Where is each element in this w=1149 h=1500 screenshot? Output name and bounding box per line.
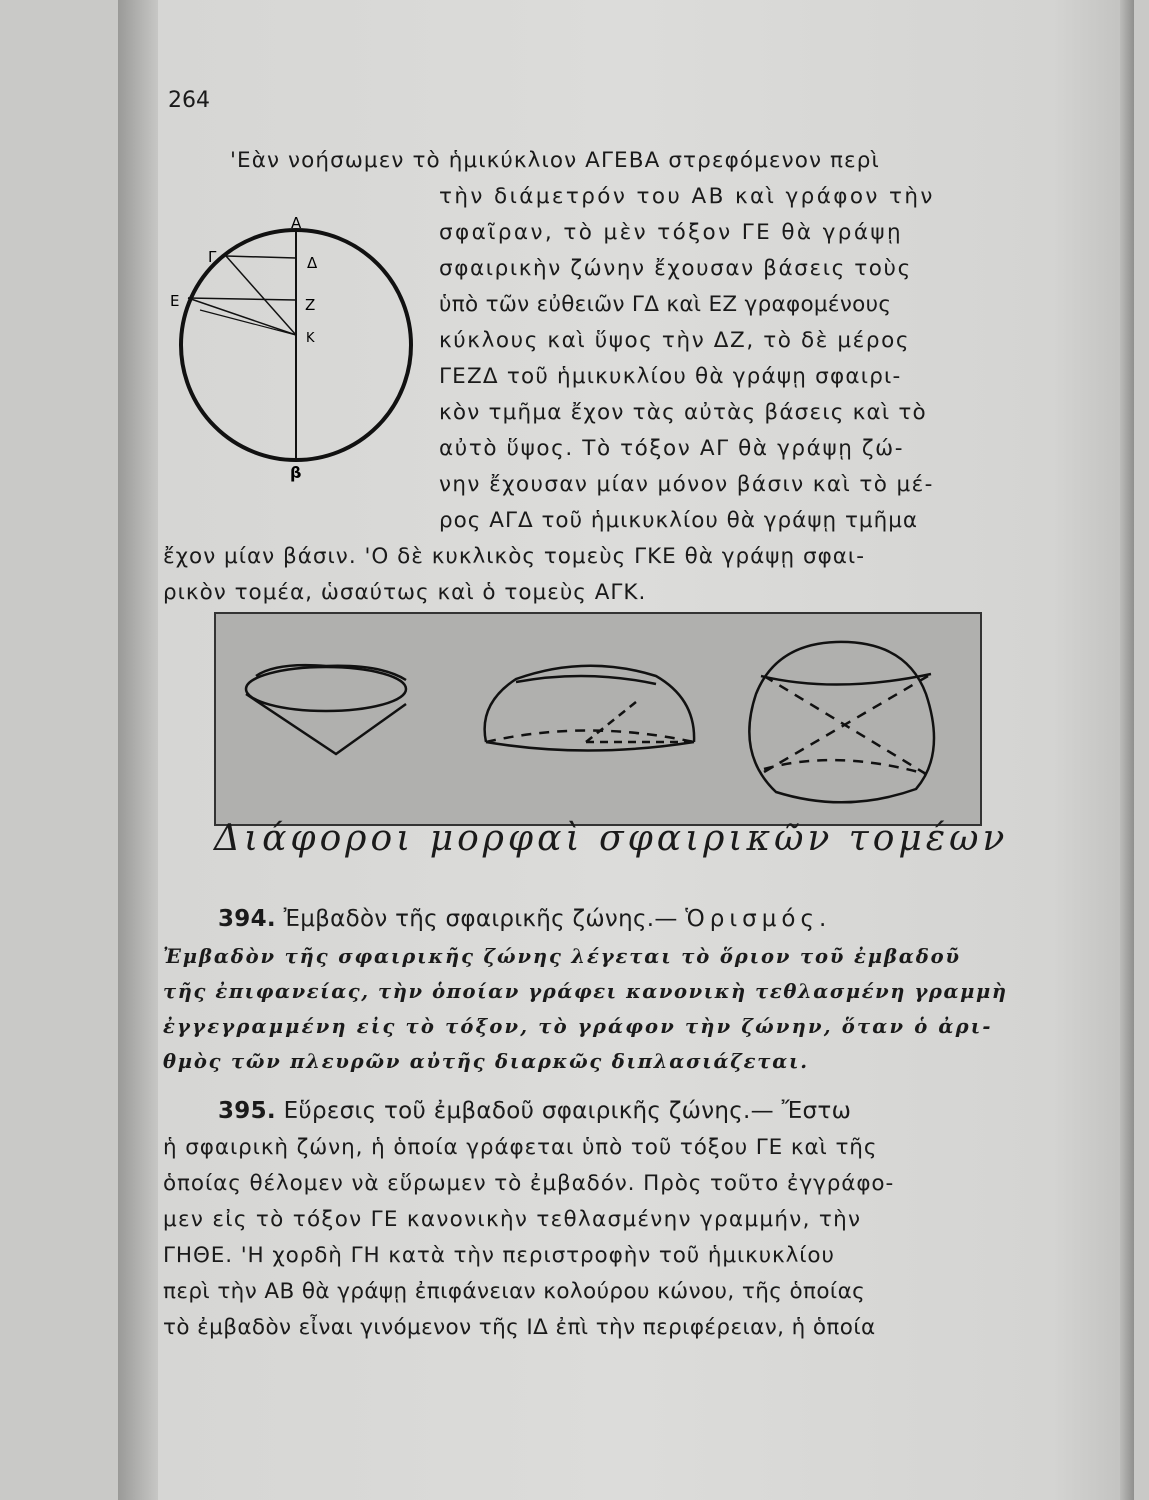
label-e: Ε — [170, 292, 180, 310]
intro-line-11: ρος ΑΓΔ τοῦ ἡμικυκλίου θὰ γράψῃ τμῆμα — [439, 508, 919, 533]
label-k: Κ — [306, 331, 315, 346]
definition-line-1: Ἐμβαδὸν τῆς σφαιρικῆς ζώνης λέγεται τὸ ὅριον τοῦ ἐμβαδοῦ — [163, 945, 961, 968]
section-395-number: 395. — [218, 1098, 276, 1124]
intro-line-12: ἔχον μίαν βάσιν. 'Ο δὲ κυκλικὸς τομεὺς ΓΚΕ θὰ γράψῃ σφαι- — [163, 544, 865, 569]
label-g: Γ — [208, 248, 217, 266]
sector-double-cone — [749, 642, 934, 802]
section-395-line-6: τὸ ἐμβαδὸν εἶναι γινόμενον τῆς ΙΔ ἐπὶ τὴν περιφέρειαν, ἡ ὁποία — [163, 1315, 876, 1340]
figure-caption: Διάφοροι μορφαὶ σφαιρικῶν τομέων — [214, 818, 1009, 859]
intro-line-1: 'Εὰν νοήσωμεν τὸ ἡμικύκλιον ΑΓΕΒΑ στρεφόμενον περὶ — [230, 148, 880, 173]
page-number: 264 — [168, 88, 210, 113]
section-395-line-1: ἡ σφαιρικὴ ζώνη, ἡ ὁποία γράφεται ὑπὸ τοῦ τόξου ΓΕ καὶ τῆς — [163, 1135, 878, 1160]
section-395-line-2: ὁποίας θέλομεν νὰ εὕρωμεν τὸ ἐμβαδόν. Πρὸς τοῦτο ἐγγράφο- — [163, 1171, 895, 1196]
intro-line-3: σφαῖραν, τὸ μὲν τόξον ΓΕ θὰ γράψῃ — [439, 220, 904, 245]
section-394-number: 394. — [218, 906, 276, 932]
section-395-line-5: περὶ τὴν ΑΒ θὰ γράψῃ ἐπιφάνειαν κολούρου κώνου, τῆς ὁποίας — [163, 1279, 866, 1304]
section-395-heading — [218, 1098, 851, 1124]
sector-cone-cap — [246, 665, 406, 754]
intro-line-2: τὴν διάμετρόν του ΑΒ καὶ γράφον τὴν — [439, 184, 935, 209]
intro-line-8: κὸν τμῆμα ἔχον τὰς αὐτὰς βάσεις καὶ τὸ — [439, 400, 927, 425]
chord-ez — [188, 298, 296, 300]
intro-line-5: ὑπὸ τῶν εὐθειῶν ΓΔ καὶ ΕΖ γραφομένους — [439, 292, 892, 317]
intro-line-13: ρικὸν τομέα, ὡσαύτως καὶ ὁ τομεὺς ΑΓΚ. — [163, 580, 647, 605]
definition-line-2: τῆς ἐπιφανείας, τὴν ὁποίαν γράφει κανονικὴ τεθλασμένη γραμμὴ — [163, 980, 1008, 1003]
page-gutter-shadow — [118, 0, 158, 1500]
page-edge-shadow — [1120, 0, 1134, 1500]
label-a: Α — [291, 214, 302, 232]
definition-line-4: θμὸς τῶν πλευρῶν αὐτῆς διαρκῶς διπλασιάζεται. — [163, 1050, 809, 1073]
intro-line-9: αὐτὸ ὕψος. Τὸ τόξον ΑΓ θὰ γράψῃ ζώ- — [439, 436, 905, 461]
chord-gd — [226, 256, 296, 258]
hemisphere-figure — [160, 210, 430, 490]
section-394-heading — [218, 906, 831, 932]
section-394-title: Ἐμβαδὸν τῆς σφαιρικῆς ζώνης.— — [283, 906, 678, 932]
section-394-subtitle: Ὁρισμός. — [685, 906, 832, 932]
sectors-sketch — [216, 614, 980, 824]
label-b: β — [290, 463, 302, 482]
spherical-sectors-photo — [214, 612, 982, 826]
intro-line-4: σφαιρικὴν ζώνην ἔχουσαν βάσεις τοὺς — [439, 256, 912, 281]
sector-dome — [485, 666, 694, 751]
label-z: Ζ — [305, 296, 316, 314]
section-395-first-rest: Ἔστω — [781, 1098, 852, 1124]
radius-inner — [200, 310, 296, 335]
intro-line-6: κύκλους καὶ ὕψος τὴν ΔΖ, τὸ δὲ μέρος — [439, 328, 911, 353]
section-395-title: Εὕρεσις τοῦ ἐμβαδοῦ σφαιρικῆς ζώνης.— — [283, 1098, 774, 1124]
section-395-line-3: μεν εἰς τὸ τόξον ΓΕ κανονικὴν τεθλασμένην γραμμήν, τὴν — [163, 1207, 862, 1232]
definition-line-3: ἐγγεγραμμένη εἰς τὸ τόξον, τὸ γράφον τὴν ζώνην, ὅταν ὁ ἀρι- — [163, 1015, 993, 1038]
intro-line-7: ΓΕΖΔ τοῦ ἡμικυκλίου θὰ γράψῃ σφαιρι- — [439, 364, 902, 389]
label-d: Δ — [307, 254, 318, 272]
intro-line-10: νην ἔχουσαν μίαν μόνον βάσιν καὶ τὸ μέ- — [439, 472, 934, 497]
section-395-line-4: ΓΗΘΕ. 'Η χορδὴ ΓΗ κατὰ τὴν περιστροφὴν τοῦ ἡμικυκλίου — [163, 1243, 835, 1268]
